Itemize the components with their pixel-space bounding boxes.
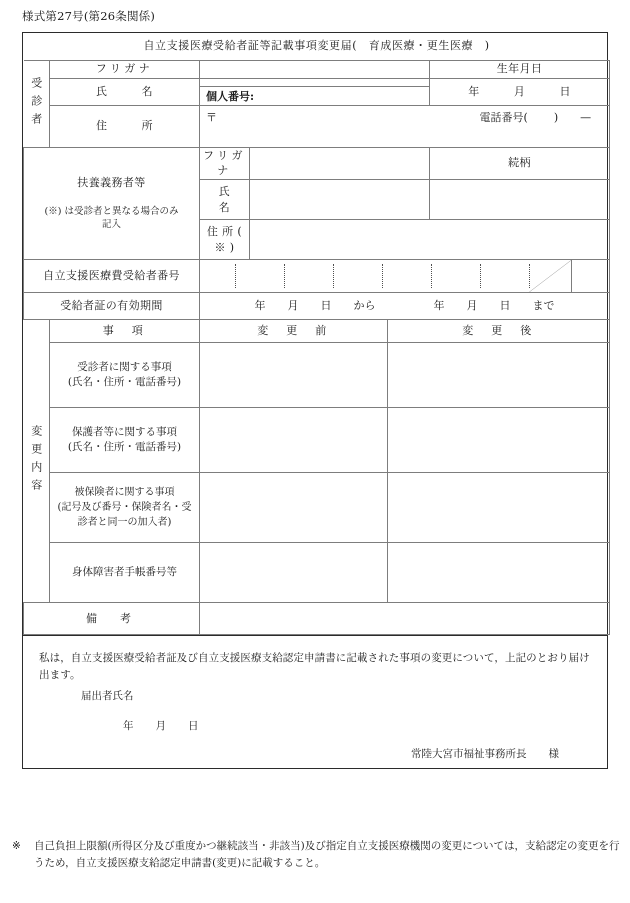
period-to-year: 年	[433, 299, 445, 313]
validity-period-text	[255, 299, 555, 312]
change-item-line2-1: (氏名・住所・電話番号)	[67, 441, 182, 454]
remarks-field[interactable]	[200, 603, 610, 635]
change-header-before: 変 更 前	[200, 320, 388, 343]
period-to-label: まで	[532, 299, 555, 313]
change-item-line1-3: 身体障害者手帳番号等	[72, 566, 177, 578]
form-sheet	[22, 32, 608, 769]
table-row	[24, 473, 610, 543]
form-grid	[23, 33, 610, 635]
patient-name-field[interactable]	[200, 78, 430, 105]
recipient-number-grid[interactable]	[200, 260, 609, 292]
change-item-line2-2: (記号及び番号・保険者名・受	[57, 502, 192, 514]
declaration-month: 月	[155, 720, 166, 733]
change-before-field-2[interactable]	[200, 473, 388, 543]
patient-telephone-field[interactable]	[480, 110, 592, 126]
patient-furigana-label: フリガナ	[50, 60, 200, 78]
change-before-field-3[interactable]	[200, 543, 388, 603]
addressee-office	[411, 746, 559, 761]
patient-side-label-text: 受診者	[29, 76, 43, 131]
change-item-line2-0: (氏名・住所・電話番号)	[67, 376, 182, 389]
tel-dash: —	[580, 110, 592, 124]
tel-label: 電話番号(	[479, 110, 528, 124]
change-header-row	[24, 320, 610, 343]
declaration-day: 日	[188, 720, 199, 733]
patient-address-row	[24, 105, 610, 147]
change-item-line1-2: 被保険者に関する事項	[74, 487, 175, 499]
recipient-number-row	[24, 260, 610, 293]
change-item-line1-1: 保護者等に関する事項	[72, 425, 177, 438]
guardian-note-line1: (※) は受診者と異なる場合のみ	[44, 205, 179, 217]
guardian-name-field[interactable]	[250, 180, 430, 220]
remarks-label: 備 考	[24, 603, 200, 635]
patient-address-field[interactable]	[200, 105, 610, 147]
guardian-furigana-field[interactable]	[250, 147, 430, 180]
guardian-title: 扶養義務者等	[77, 175, 146, 189]
change-before-field-1[interactable]	[200, 408, 388, 473]
change-after-field-0[interactable]	[388, 343, 610, 408]
change-item-label-1	[50, 408, 200, 473]
change-item-label-3	[50, 543, 200, 603]
guardian-furigana-label: フリガナ	[200, 147, 250, 180]
table-row	[24, 343, 610, 408]
change-after-field-2[interactable]	[388, 473, 610, 543]
declaration-block	[23, 635, 607, 768]
change-item-line3-2: 診者と同一の加入者)	[77, 517, 172, 529]
validity-period-field[interactable]	[200, 293, 610, 320]
table-row	[24, 408, 610, 473]
patient-address-label: 住 所	[50, 105, 200, 147]
change-side-label	[24, 320, 50, 603]
declaration-year: 年	[123, 720, 134, 733]
patient-birthdate-text: 年 月 日	[468, 84, 571, 98]
recipient-number-label: 自立支援医療費受給者番号	[24, 260, 200, 293]
validity-period-label: 受給者証の有効期間	[24, 293, 200, 320]
postal-mark-icon: 〒	[206, 110, 217, 124]
form-title: 自立支援医療受給者証等記載事項変更届( 育成医療・更生医療 )	[24, 33, 610, 60]
guardian-furigana-row	[24, 147, 610, 180]
submitter-name-label[interactable]: 届出者氏名	[81, 690, 134, 703]
recipient-number-field[interactable]	[200, 260, 610, 293]
period-to-day: 日	[499, 299, 511, 313]
period-from-label: から	[353, 299, 376, 313]
patient-name-label: 氏 名	[50, 78, 200, 105]
office-name: 常陸大宮市福祉事務所長	[411, 748, 527, 761]
guardian-relation-field[interactable]	[430, 180, 610, 220]
declaration-date-field[interactable]	[123, 718, 199, 733]
period-from-day: 日	[320, 299, 332, 313]
change-item-label-0	[50, 343, 200, 408]
patient-furigana-row	[24, 60, 610, 78]
change-side-label-text: 変更内容	[29, 425, 43, 498]
footnote	[12, 838, 620, 873]
change-item-line1-0: 受診者に関する事項	[77, 360, 172, 373]
footnote-text: 自己負担上限額(所得区分及び重度かつ継続該当・非該当)及び指定自立支援医療機関の変更については，支給認定の変更を行うため，自立支援医療支給認定申請書(変更)に記載すること。	[34, 840, 620, 870]
patient-furigana-field[interactable]	[200, 60, 430, 78]
title-row	[24, 33, 610, 60]
recipient-number-diagonals	[200, 260, 609, 292]
change-item-label-2	[50, 473, 200, 543]
patient-mynumber-label[interactable]: 個人番号:	[200, 86, 429, 105]
footnote-mark-icon: ※	[12, 840, 21, 852]
guardian-address-field[interactable]	[250, 220, 610, 260]
guardian-relation-header: 続柄	[430, 147, 610, 180]
change-after-field-1[interactable]	[388, 408, 610, 473]
period-to-month: 月	[466, 299, 478, 313]
form-number: 様式第27号(第26条関係)	[22, 9, 156, 23]
period-from-month: 月	[287, 299, 299, 313]
guardian-title-cell	[24, 147, 200, 260]
guardian-address-label: 住 所 ( ※ )	[200, 220, 250, 260]
period-from-year: 年	[254, 299, 266, 313]
change-header-after: 変 更 後	[388, 320, 610, 343]
change-after-field-3[interactable]	[388, 543, 610, 603]
table-row	[24, 543, 610, 603]
declaration-statement: 私は，自立支援医療受給者証及び自立支援医療支給認定申請書に記載された事項の変更について，上記のとおり届け出ます。	[39, 652, 590, 682]
tel-close-paren: )	[553, 110, 559, 124]
guardian-note-line2: 記入	[101, 219, 121, 231]
guardian-name-label: 氏 名	[200, 180, 250, 220]
patient-birthdate-field[interactable]	[430, 78, 610, 105]
patient-birthdate-header: 生年月日	[430, 60, 610, 78]
office-honorific: 様	[548, 748, 559, 761]
change-header-item: 事 項	[50, 320, 200, 343]
validity-period-row	[24, 293, 610, 320]
remarks-row	[24, 603, 610, 635]
change-before-field-0[interactable]	[200, 343, 388, 408]
patient-side-label	[24, 60, 50, 147]
